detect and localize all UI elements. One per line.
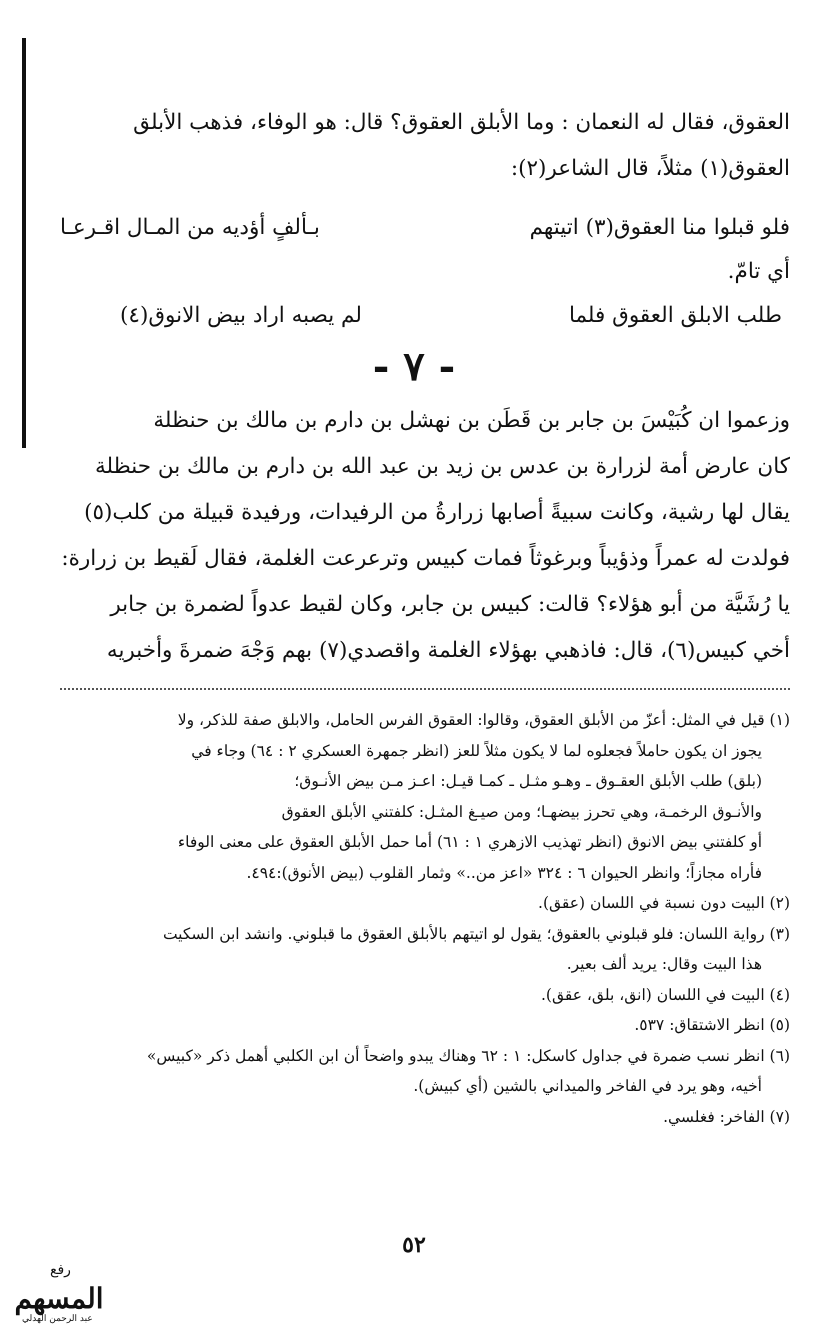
- footnote-3: [55, 919, 790, 980]
- stamp-main-text: المسهم: [14, 1282, 104, 1315]
- footnote-line: (١) قيل في المثل: أعزّ من الأبلق العقوق، وقالوا: العقوق الفرس الحامل، والابلق صفة للذكر، ولا: [177, 711, 790, 729]
- story-line: يا رُشَيَّة من أبو هؤلاء؟ قالت: كبيس بن جابر، وكان لقيط عدواً لضمرة بن جابر: [110, 592, 790, 617]
- footnote-line: (٤) البيت في اللسان (انق، بلق، عقق).: [541, 985, 790, 1004]
- footnote-line: هذا البيت وقال: يريد ألف بعير.: [566, 955, 762, 973]
- footnote-line: فأراه مجازاً؛ وانظر الحيوان ٦ : ٣٢٤ «اعز من..» وثمار القلوب (بيض الأنوق):٤٩٤.: [246, 863, 762, 882]
- footnote-line: (٦) انظر نسب ضمرة في جداول كاسكل: ١ : ٦٢ وهناك يبدو واضحاً أن ابن الكلبي أهمل ذكر «كبيس»: [146, 1046, 790, 1065]
- verse-hemistich-first: طلب الابلق العقوق فلما: [568, 303, 782, 328]
- verse-hemistich-second: لم يصبه اراد بيض الانوق(٤): [120, 303, 362, 328]
- footnote-line: (٢) البيت دون نسبة في اللسان (عقق).: [538, 894, 790, 912]
- verse-line: [60, 250, 790, 294]
- footnote-line: أخيه، وهو يرد في الفاخر والميداني بالشين (أي كبيش).: [413, 1077, 762, 1095]
- footnote-4: [55, 980, 790, 1011]
- library-stamp-logo: [10, 1262, 108, 1328]
- intro-line-2: العقوق(١) مثلاً، قال الشاعر(٢):: [510, 156, 790, 181]
- footnote-line: يجوز ان يكون حاملاً فجعلوه لما لا يكون مثلاً للعز (انظر جمهرة العسكري ٢ : ٦٤) وجاء في: [191, 741, 762, 760]
- story-line: يقال لها رشية، وكانت سبيةً أصابها زرارةُ من الرفيدات، ورفيدة قبيلة من كلب(٥): [84, 500, 790, 525]
- verse-hemistich-first: فلو قبلوا منا العقوق(٣) اتيتهم: [529, 215, 790, 240]
- stamp-top-text: رفع: [50, 1262, 71, 1278]
- verse-gloss: أي تامّ.: [727, 259, 790, 284]
- footnote-line: (٥) انظر الاشتقاق: ٥٣٧.: [634, 1016, 790, 1034]
- section-number: - ٧ -: [372, 343, 456, 390]
- footnote-separator: [60, 688, 790, 690]
- story-paragraph: [60, 398, 790, 674]
- footnote-7: [55, 1102, 790, 1133]
- verse-line: [60, 206, 790, 250]
- footnote-line: (٧) الفاخر: فغلسي.: [663, 1107, 790, 1126]
- footnote-2: [55, 888, 790, 919]
- footnote-line: (٣) رواية اللسان: فلو قبلوني بالعقوق؛ يقول لو اتيتهم بالأبلق العقوق ما قبلوني. وانشد ابن السكيت: [162, 924, 790, 943]
- footnote-line: أو كلفتني بيض الانوق (انظر تهذيب الازهري ١ : ٦١) أما حمل الأبلق العقوق على معنى الوفاء: [177, 833, 762, 851]
- poetry-block: [60, 206, 790, 338]
- stamp-bottom-text: عبد الرحمن الهدلي: [22, 1314, 93, 1324]
- story-line: فولدت له عمراً وذؤيباً وبرغوثاً فمات كبيس وترعرعت الغلمة، فقال لَقيط بن زرارة:: [61, 546, 790, 571]
- footnote-line: (بلق) طلب الأبلق العقـوق ـ وهـو مثـل ـ كمـا قيـل: اعـز مـن بيض الأنـوق؛: [294, 772, 762, 790]
- footnote-5: [55, 1010, 790, 1041]
- story-line: كان عارض أمة لزرارة بن عدس بن زيد بن عبد الله بن دارم بن مالك بن حنظلة: [94, 454, 790, 479]
- intro-paragraph: [60, 100, 790, 192]
- footnote-1: [55, 705, 790, 888]
- footnotes: [55, 705, 790, 1132]
- footnote-6: [55, 1041, 790, 1102]
- story-line: أخي كبيس(٦)، قال: فاذهبي بهؤلاء الغلمة واقصدي(٧) بهم وَجْهَ ضمرةَ وأخبريه: [106, 638, 790, 663]
- intro-line-1: العقوق، فقال له النعمان : وما الأبلق العقوق؟ قال: هو الوفاء، فذهب الأبلق: [133, 110, 790, 135]
- story-line: وزعموا ان كُبَيْسَ بن جابر بن قَطَن بن نهشل بن دارم بن مالك بن حنظلة: [153, 408, 790, 433]
- footnote-line: والأنـوق الرخمـة، وهي تحرز بيضهـا؛ ومن صيـغ المثـل: كلفتني الأبلق العقوق: [281, 802, 762, 821]
- verse-line: [60, 294, 790, 338]
- verse-hemistich-second: بـألفٍ أؤديه من المـال اقـرعـا: [60, 215, 320, 240]
- page-number: ٥٢: [402, 1232, 426, 1258]
